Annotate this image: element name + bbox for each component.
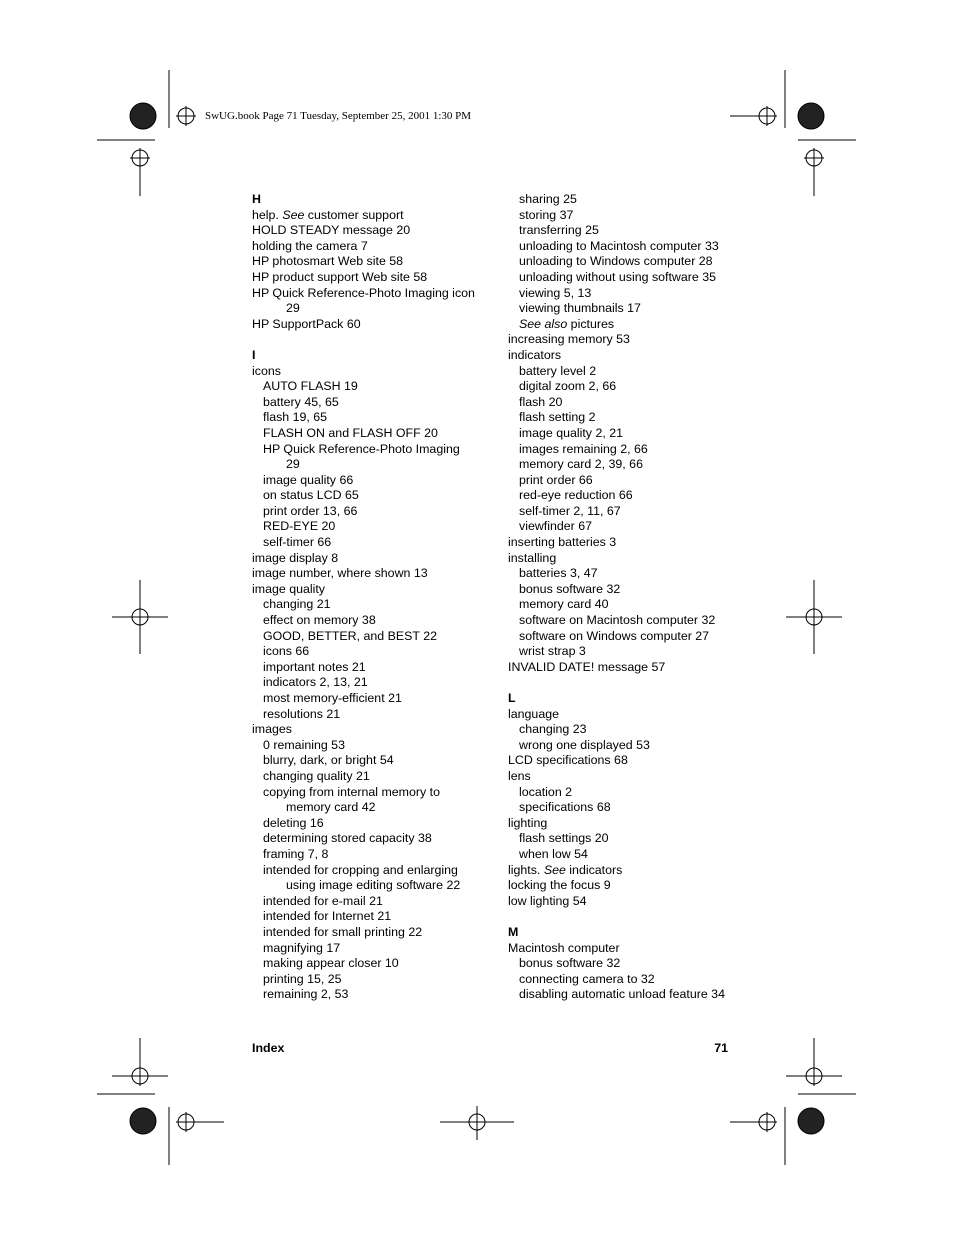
entry-text: location 2 [519, 784, 573, 799]
entry-text: sharing 25 [519, 192, 577, 206]
index-letter-heading [252, 348, 492, 364]
index-entry [508, 816, 748, 832]
index-entry [508, 863, 748, 879]
entry-text: flash 19, 65 [263, 410, 328, 425]
index-subentry [252, 816, 492, 832]
entry-text: batteries 3, 47 [519, 566, 598, 581]
index-entry [252, 722, 492, 738]
cross-reference-target: customer support [304, 207, 404, 222]
index-subentry [252, 738, 492, 754]
entry-text: specifications 68 [519, 800, 611, 815]
entry-text: transferring 25 [519, 223, 599, 238]
index-entry [508, 769, 748, 785]
index-subentry [252, 410, 492, 426]
section-gap [508, 675, 748, 691]
index-subentry [508, 722, 748, 738]
index-subentry [252, 629, 492, 645]
entry-text: holding the camera 7 [252, 238, 368, 253]
entry-text: intended for e-mail 21 [263, 893, 383, 908]
index-subentry [252, 535, 492, 551]
index-subentry [508, 582, 748, 598]
index-entry [508, 894, 748, 910]
index-entry-continuation [252, 878, 492, 894]
index-subentry [252, 909, 492, 925]
entry-text: changing 23 [519, 722, 587, 737]
index-subentry [508, 208, 748, 224]
entry-text: unloading to Windows computer 28 [519, 254, 713, 269]
index-subentry [252, 442, 492, 458]
cross-reference-target: indicators [565, 862, 623, 877]
entry-text: images [252, 722, 292, 737]
index-subentry [252, 863, 492, 879]
entry-text: image quality 66 [263, 472, 354, 487]
index-subentry [508, 738, 748, 754]
entry-text: copying from internal memory to [263, 784, 440, 799]
entry-text: HP Quick Reference-Photo Imaging [263, 441, 460, 456]
index-subentry [252, 785, 492, 801]
entry-text: image number, where shown 13 [252, 566, 428, 581]
entry-text: lighting [508, 815, 548, 830]
index-subentry [508, 239, 748, 255]
entry-text: Macintosh computer [508, 940, 620, 955]
entry-text: HP SupportPack 60 [252, 316, 361, 331]
index-subentry [508, 442, 748, 458]
index-subentry [252, 691, 492, 707]
entry-text: viewing thumbnails 17 [519, 301, 641, 316]
index-entry [252, 223, 492, 239]
index-entry [252, 566, 492, 582]
index-subentry [252, 675, 492, 691]
index-entry [252, 254, 492, 270]
index-entry [508, 753, 748, 769]
index-subentry [252, 753, 492, 769]
index-subentry [252, 644, 492, 660]
entry-text: making appear closer 10 [263, 956, 399, 971]
entry-text: bonus software 32 [519, 581, 621, 596]
entry-text: effect on memory 38 [263, 613, 376, 628]
index-subentry [252, 941, 492, 957]
index-subentry [252, 925, 492, 941]
entry-text: inserting batteries 3 [508, 535, 617, 550]
index-subentry [508, 395, 748, 411]
index-entry [508, 332, 748, 348]
index-entry [252, 208, 492, 224]
entry-text: battery 45, 65 [263, 394, 339, 409]
index-entry [252, 317, 492, 333]
index-subentry [252, 426, 492, 442]
index-subentry [508, 317, 748, 333]
index-subentry [508, 192, 748, 208]
index-subentry [508, 254, 748, 270]
entry-text: battery level 2 [519, 363, 597, 378]
entry-text: print order 66 [519, 472, 593, 487]
entry-text: HP product support Web site 58 [252, 269, 428, 284]
index-subentry [508, 785, 748, 801]
index-subentry [508, 613, 748, 629]
index-subentry [508, 457, 748, 473]
entry-text: connecting camera to 32 [519, 971, 655, 986]
entry-text: RED-EYE 20 [263, 519, 336, 534]
entry-text: lens [508, 768, 531, 783]
index-subentry [252, 769, 492, 785]
index-subentry [252, 707, 492, 723]
entry-text: disabling automatic unload feature 34 [519, 987, 725, 1002]
index-column-left [252, 192, 492, 1003]
index-entry [252, 239, 492, 255]
entry-text: memory card 40 [519, 597, 609, 612]
entry-text: image display 8 [252, 550, 339, 565]
index-subentry [508, 379, 748, 395]
entry-text: memory card 42 [286, 800, 376, 815]
entry-text: digital zoom 2, 66 [519, 379, 617, 394]
index-subentry [252, 519, 492, 535]
index-subentry [508, 972, 748, 988]
entry-text: viewing 5, 13 [519, 285, 592, 300]
entry-text: indicators 2, 13, 21 [263, 675, 368, 690]
index-subentry [252, 660, 492, 676]
index-subentry [508, 286, 748, 302]
index-letter-heading [508, 691, 748, 707]
entry-text: storing 37 [519, 207, 574, 222]
entry-text: using image editing software 22 [286, 878, 461, 893]
index-subentry [252, 488, 492, 504]
entry-text: memory card 2, 39, 66 [519, 457, 643, 472]
entry-text: GOOD, BETTER, and BEST 22 [263, 628, 437, 643]
entry-text: HP photosmart Web site 58 [252, 254, 404, 269]
index-entry [252, 286, 492, 302]
entry-text: LCD specifications 68 [508, 753, 628, 768]
index-subentry [508, 956, 748, 972]
footer-section: Index [252, 1041, 285, 1055]
index-subentry [508, 223, 748, 239]
index-letter-heading [252, 192, 492, 208]
index-subentry [508, 410, 748, 426]
entry-text: HOLD STEADY message 20 [252, 223, 411, 238]
index-subentry [508, 566, 748, 582]
entry-text: on status LCD 65 [263, 488, 359, 503]
index-subentry [508, 831, 748, 847]
index-subentry [252, 597, 492, 613]
entry-text: remaining 2, 53 [263, 987, 349, 1002]
entry-text: installing [508, 550, 557, 565]
index-entry [252, 551, 492, 567]
entry-text: H [252, 192, 261, 206]
index-entry [508, 660, 748, 676]
index-subentry [508, 629, 748, 645]
index-entry [508, 941, 748, 957]
entry-text: image quality [252, 581, 326, 596]
entry-text: INVALID DATE! message 57 [508, 659, 666, 674]
index-entry [252, 364, 492, 380]
index-subentry [508, 800, 748, 816]
entry-text: print order 13, 66 [263, 503, 358, 518]
entry-text: most memory-efficient 21 [263, 691, 402, 705]
entry-text: intended for Internet 21 [263, 909, 392, 924]
index-subentry [508, 488, 748, 504]
index-entry [508, 348, 748, 364]
entry-text: when low 54 [519, 846, 588, 861]
entry-text: resolutions 21 [263, 706, 341, 721]
index-entry [508, 551, 748, 567]
cross-reference-target: pictures [567, 316, 615, 331]
index-subentry [508, 519, 748, 535]
cross-reference-term: See [543, 862, 566, 877]
entry-text: 0 remaining 53 [263, 737, 345, 752]
index-subentry [508, 364, 748, 380]
index-subentry [508, 504, 748, 520]
entry-text: I [252, 347, 256, 362]
index-subentry [252, 613, 492, 629]
entry-text: wrist strap 3 [519, 644, 586, 659]
index-subentry [508, 270, 748, 286]
entry-text: deleting 16 [263, 815, 324, 830]
entry-text: HP Quick Reference-Photo Imaging icon [252, 285, 475, 300]
section-gap [252, 332, 492, 348]
index-subentry [508, 473, 748, 489]
entry-text: framing 7, 8 [263, 846, 329, 861]
entry-text: AUTO FLASH 19 [263, 379, 358, 394]
entry-text: M [508, 924, 519, 939]
index-subentry [508, 597, 748, 613]
entry-text: intended for small printing 22 [263, 924, 423, 939]
entry-text: intended for cropping and enlarging [263, 862, 458, 877]
entry-text: blurry, dark, or bright 54 [263, 753, 394, 768]
index-entry-continuation [252, 457, 492, 473]
index-subentry [252, 831, 492, 847]
index-entry [508, 878, 748, 894]
index-subentry [252, 972, 492, 988]
entry-text: flash settings 20 [519, 831, 609, 846]
page-number: 71 [714, 1041, 728, 1055]
entry-text: printing 15, 25 [263, 971, 342, 986]
cross-reference-term: See also [519, 316, 568, 331]
entry-text: self-timer 2, 11, 67 [519, 503, 621, 518]
entry-text: changing 21 [263, 597, 331, 612]
index-entry [252, 270, 492, 286]
entry-text: bonus software 32 [519, 956, 621, 971]
index-subentry [508, 987, 748, 1003]
entry-text: image quality 2, 21 [519, 425, 624, 440]
index-subentry [508, 426, 748, 442]
entry-text: important notes 21 [263, 659, 366, 674]
index-subentry [508, 644, 748, 660]
entry-text: FLASH ON and FLASH OFF 20 [263, 425, 438, 440]
section-gap [508, 909, 748, 925]
entry-text: red-eye reduction 66 [519, 488, 633, 503]
index-subentry [252, 894, 492, 910]
cross-reference-term: See [282, 207, 305, 222]
entry-text: language [508, 706, 559, 721]
entry-text: icons [252, 363, 281, 378]
index-letter-heading [508, 925, 748, 941]
index-subentry [252, 956, 492, 972]
index-subentry [508, 847, 748, 863]
entry-text: locking the focus 9 [508, 878, 611, 893]
index-subentry [252, 379, 492, 395]
entry-text: lights. [508, 862, 544, 877]
entry-text: flash setting 2 [519, 410, 596, 425]
entry-text: self-timer 66 [263, 535, 332, 550]
entry-text: 29 [286, 457, 300, 472]
entry-text: increasing memory 53 [508, 332, 630, 347]
index-entry [252, 582, 492, 598]
entry-text: unloading without using software 35 [519, 269, 717, 284]
index-entry-continuation [252, 301, 492, 317]
entry-text: flash 20 [519, 394, 563, 409]
index-entry [508, 707, 748, 723]
index-subentry [252, 395, 492, 411]
index-subentry [508, 301, 748, 317]
entry-text: determining stored capacity 38 [263, 831, 432, 846]
index-subentry [252, 473, 492, 489]
index-subentry [252, 504, 492, 520]
entry-text: changing quality 21 [263, 768, 370, 783]
index-subentry [252, 847, 492, 863]
entry-text: software on Macintosh computer 32 [519, 613, 716, 628]
entry-text: software on Windows computer 27 [519, 628, 710, 643]
entry-text: magnifying 17 [263, 940, 341, 955]
entry-text: 29 [286, 301, 300, 316]
index-subentry [252, 987, 492, 1003]
entry-text: unloading to Macintosh computer 33 [519, 238, 719, 253]
entry-text: images remaining 2, 66 [519, 441, 648, 456]
index-column-right [508, 192, 748, 1003]
entry-text: viewfinder 67 [519, 519, 593, 534]
entry-text: indicators [508, 347, 562, 362]
entry-text: wrong one displayed 53 [519, 737, 650, 752]
print-header: SwUG.book Page 71 Tuesday, September 25, 2001 1:30 PM [205, 110, 472, 122]
entry-text: help. [252, 207, 283, 222]
entry-text: L [508, 691, 516, 705]
index-entry-continuation [252, 800, 492, 816]
entry-text: icons 66 [263, 644, 310, 659]
entry-text: low lighting 54 [508, 893, 587, 908]
index-entry [508, 535, 748, 551]
